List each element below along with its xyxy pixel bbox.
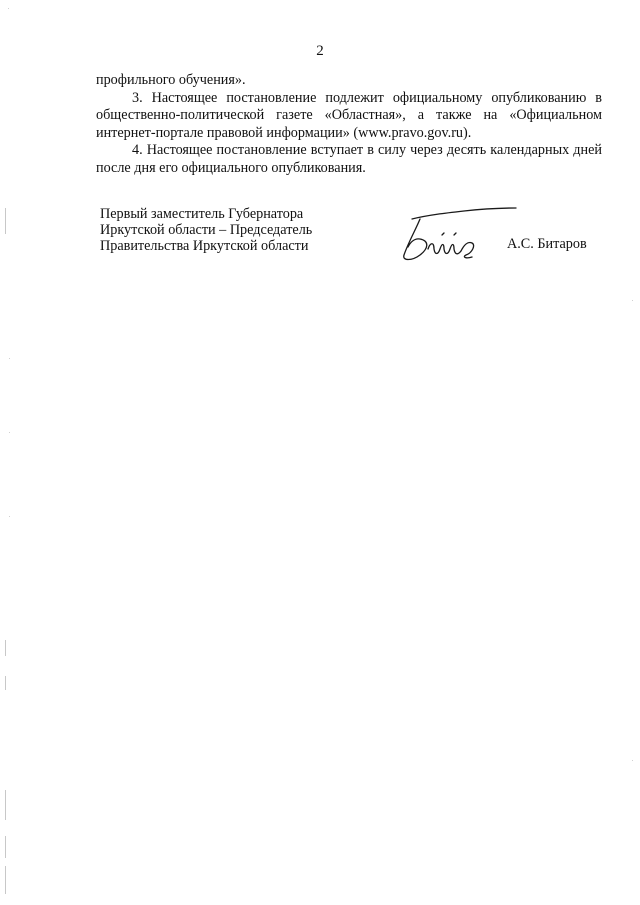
page-number: 2: [316, 43, 324, 59]
scan-speck: [632, 300, 633, 301]
scan-speck: [632, 760, 633, 761]
handwritten-signature: [398, 205, 522, 263]
scan-speck: [9, 432, 10, 433]
scan-edge-mark: [5, 676, 6, 690]
scan-edge-mark: [5, 836, 6, 858]
paragraph-4: 4. Настоящее постановление вступает в силу через десять календарных дней после дня его официального опубликования.: [96, 142, 602, 176]
signatory-title: [100, 206, 340, 254]
signatory-title-line: Иркутской области – Председатель: [100, 222, 313, 238]
scan-speck: [9, 358, 10, 359]
scan-edge-mark: [5, 790, 6, 820]
paragraph-3: 3. Настоящее постановление подлежит официальному опубликованию в общественно-политической газете «Областная», а также на «Официальном интернет-портале правовой информации» (www.pravo.gov.ru).: [96, 89, 602, 141]
document-body: [96, 72, 602, 177]
scan-speck: [9, 516, 10, 517]
scan-edge-mark: [5, 640, 6, 656]
scan-edge-mark: [5, 208, 6, 234]
paragraph-continuation: профильного обучения».: [96, 72, 246, 88]
scan-edge-mark: [5, 866, 6, 894]
scan-speck: [8, 8, 9, 9]
signatory-title-line: Первый заместитель Губернатора: [100, 206, 304, 222]
signatory-title-line: Правительства Иркутской области: [100, 238, 309, 254]
signatory-name: А.С. Битаров: [507, 236, 587, 252]
